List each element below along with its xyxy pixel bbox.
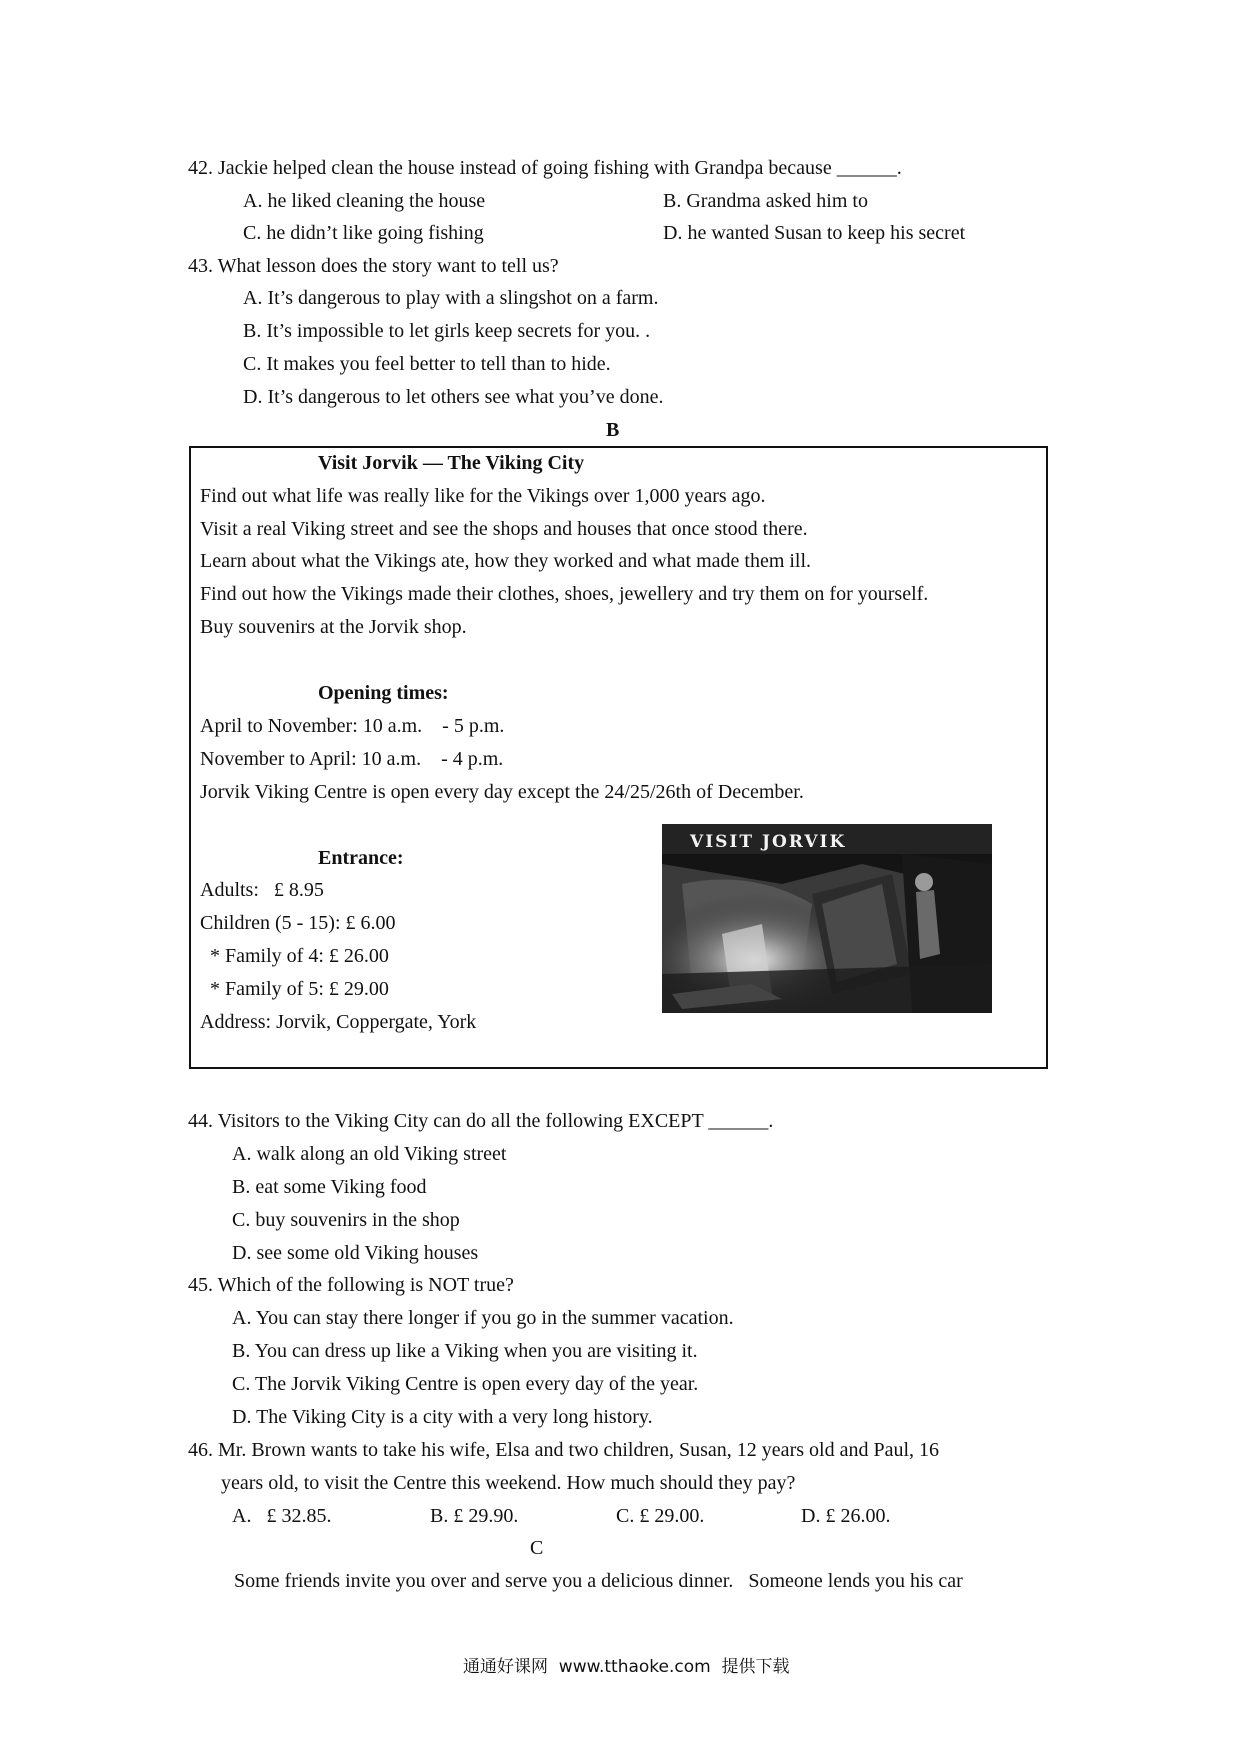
q45-option-b: B. You can dress up like a Viking when you are visiting it.	[232, 1340, 698, 1362]
q43-option-d: D. It’s dangerous to let others see what you’ve done.	[243, 386, 664, 408]
q42-option-d: D. he wanted Susan to keep his secret	[663, 222, 966, 244]
q45-option-a: A. You can stay there longer if you go in the summer vacation.	[232, 1307, 734, 1329]
q44-option-b: B. eat some Viking food	[232, 1176, 427, 1198]
passage-c-first-line: Some friends invite you over and serve you a delicious dinner. Someone lends you his car	[234, 1570, 963, 1592]
q44-option-d: D. see some old Viking houses	[232, 1242, 479, 1264]
jorvik-scene-image	[662, 824, 992, 1013]
opening-times-heading: Opening times:	[318, 682, 449, 704]
notice-line: Find out what life was really like for the Vikings over 1,000 years ago.	[200, 485, 766, 507]
q45-option-d: D. The Viking City is a city with a very long history.	[232, 1406, 653, 1428]
notice-line: Learn about what the Vikings ate, how they worked and what made them ill.	[200, 550, 812, 572]
q44-option-c: C. buy souvenirs in the shop	[232, 1209, 460, 1231]
q43-option-c: C. It makes you feel better to tell than to hide.	[243, 353, 611, 375]
address-line: Address: Jorvik, Coppergate, York	[200, 1011, 477, 1033]
jorvik-photo	[662, 824, 992, 1013]
q46-stem-line-2: years old, to visit the Centre this weekend. How much should they pay?	[221, 1472, 796, 1494]
q46-stem-line-1: 46. Mr. Brown wants to take his wife, Elsa and two children, Susan, 12 years old and Paul, 16	[188, 1439, 939, 1461]
q42-option-c: C. he didn’t like going fishing	[243, 222, 484, 244]
q45-stem: 45. Which of the following is NOT true?	[188, 1274, 514, 1296]
entrance-heading: Entrance:	[318, 847, 404, 869]
q43-stem: 43. What lesson does the story want to tell us?	[188, 255, 559, 277]
q43-option-a: A. It’s dangerous to play with a slingshot on a farm.	[243, 287, 659, 309]
q44-stem: 44. Visitors to the Viking City can do all the following EXCEPT ______.	[188, 1110, 774, 1132]
q43-option-b: B. It’s impossible to let girls keep secrets for you. .	[243, 320, 651, 342]
q46-option-c: C. £ 29.00.	[616, 1505, 705, 1527]
q46-option-a: A. £ 32.85.	[232, 1505, 332, 1527]
entrance-price-line: * Family of 4: £ 26.00	[200, 945, 389, 967]
entrance-price-line: Children (5 - 15): £ 6.00	[200, 912, 396, 934]
page-footer: 通通好课网 www.tthaoke.com 提供下载	[463, 1657, 790, 1677]
opening-time-line: November to April: 10 a.m. - 4 p.m.	[200, 748, 504, 770]
entrance-price-line: Adults: £ 8.95	[200, 879, 324, 901]
photo-caption: VISIT JORVIK	[690, 832, 847, 852]
q42-option-b: B. Grandma asked him to	[663, 190, 868, 212]
q42-option-a: A. he liked cleaning the house	[243, 190, 486, 212]
section-c-heading: C	[530, 1537, 544, 1559]
opening-closure-note: Jorvik Viking Centre is open every day except the 24/25/26th of December.	[200, 781, 804, 803]
opening-time-line: April to November: 10 a.m. - 5 p.m.	[200, 715, 505, 737]
notice-line: Buy souvenirs at the Jorvik shop.	[200, 616, 467, 638]
q46-option-b: B. £ 29.90.	[430, 1505, 519, 1527]
notice-title: Visit Jorvik — The Viking City	[318, 452, 585, 474]
notice-line: Find out how the Vikings made their clothes, shoes, jewellery and try them on for yourself.	[200, 583, 929, 605]
q46-option-d: D. £ 26.00.	[801, 1505, 891, 1527]
section-b-heading: B	[606, 419, 620, 441]
q45-option-c: C. The Jorvik Viking Centre is open every day of the year.	[232, 1373, 699, 1395]
q44-option-a: A. walk along an old Viking street	[232, 1143, 507, 1165]
q42-stem: 42. Jackie helped clean the house instead of going fishing with Grandpa because ______.	[188, 157, 902, 179]
notice-line: Visit a real Viking street and see the shops and houses that once stood there.	[200, 518, 808, 540]
entrance-price-line: * Family of 5: £ 29.00	[200, 978, 389, 1000]
